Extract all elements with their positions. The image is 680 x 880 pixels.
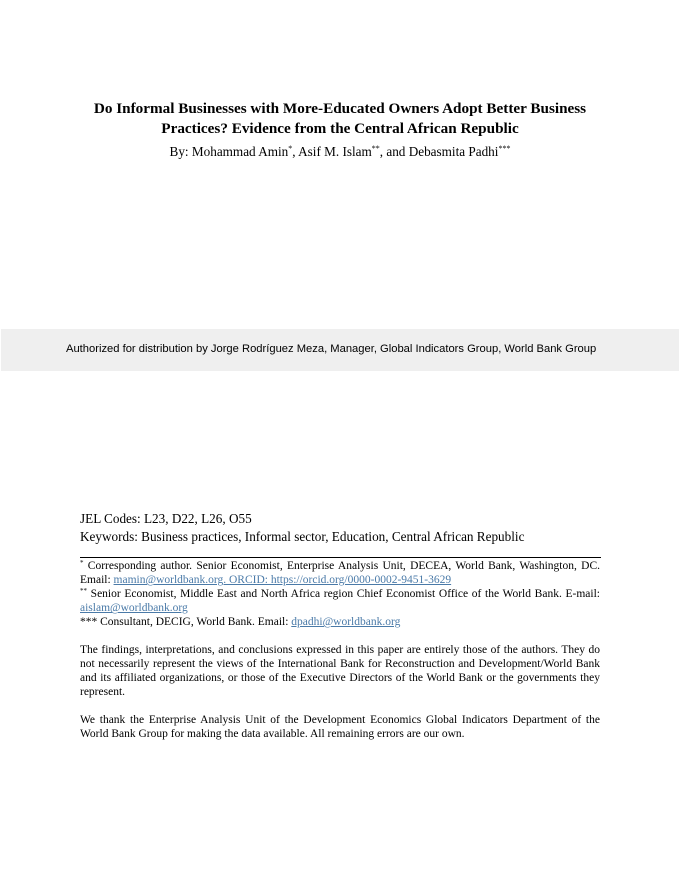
author-line xyxy=(60,143,620,161)
footnote-divider xyxy=(80,557,601,558)
author-prefix: By: xyxy=(169,144,192,159)
footnote-1-mark: * xyxy=(80,559,84,567)
author-amin: Mohammad Amin xyxy=(191,144,289,159)
jel-codes: JEL Codes: L23, D22, L26, O55 xyxy=(80,511,252,526)
keywords: Keywords: Business practices, Informal sector, Education, Central African Republic xyxy=(80,529,525,544)
footnote-3-text: *** Consultant, DECIG, World Bank. Email: xyxy=(80,616,292,628)
classification-block xyxy=(80,510,610,546)
amin-email-link[interactable]: mamin@worldbank.org. ORCID: https://orcid.org/0000-0002-9451-3629 xyxy=(113,574,452,587)
footnote-mark-1: * xyxy=(288,144,293,153)
footnote-1-text: Corresponding author. Senior Economist, Enterprise Analysis Unit, DECEA, World Bank, Washington, DC. Email: xyxy=(80,560,600,587)
author-islam: Asif M. Islam xyxy=(298,144,372,159)
footnote-3 xyxy=(80,615,600,629)
footnote-mark-2: ** xyxy=(371,144,380,153)
disclaimer-paragraph: The findings, interpretations, and conclusions expressed in this paper are entirely those of the authors. They do not necessarily represent the views of the International Bank for Reconstruction and Development/World Bank and its affiliated organizations, or those of the Executive Directors of the World Bank or the governments they represent. xyxy=(80,644,600,699)
footnote-2-mark: ** xyxy=(80,587,87,595)
footnote-2-text: Senior Economist, Middle East and North Africa region Chief Economist Office of the World Bank. E-mail: xyxy=(87,588,600,600)
paper-title: Do Informal Businesses with More-Educated Owners Adopt Better Business Practices? Evidence from the Central African Republic xyxy=(93,100,587,137)
footnote-1 xyxy=(80,559,600,588)
padhi-email-link[interactable]: dpadhi@worldbank.org xyxy=(291,616,401,628)
footnote-mark-3: *** xyxy=(498,144,511,153)
footnote-2 xyxy=(80,587,600,616)
islam-email-link[interactable]: aislam@worldbank.org xyxy=(80,602,188,615)
author-separator: , xyxy=(292,144,299,159)
author-padhi: Debasmita Padhi xyxy=(408,144,499,159)
author-separator: , and xyxy=(379,144,409,159)
distribution-text: Authorized for distribution by Jorge Rodríguez Meza, Manager, Global Indicators Group, World Bank Group xyxy=(66,343,597,355)
acknowledgement-paragraph: We thank the Enterprise Analysis Unit of the Development Economics Global Indicators Department of the World Bank Group for making the data available. All remaining errors are our own. xyxy=(80,714,600,741)
